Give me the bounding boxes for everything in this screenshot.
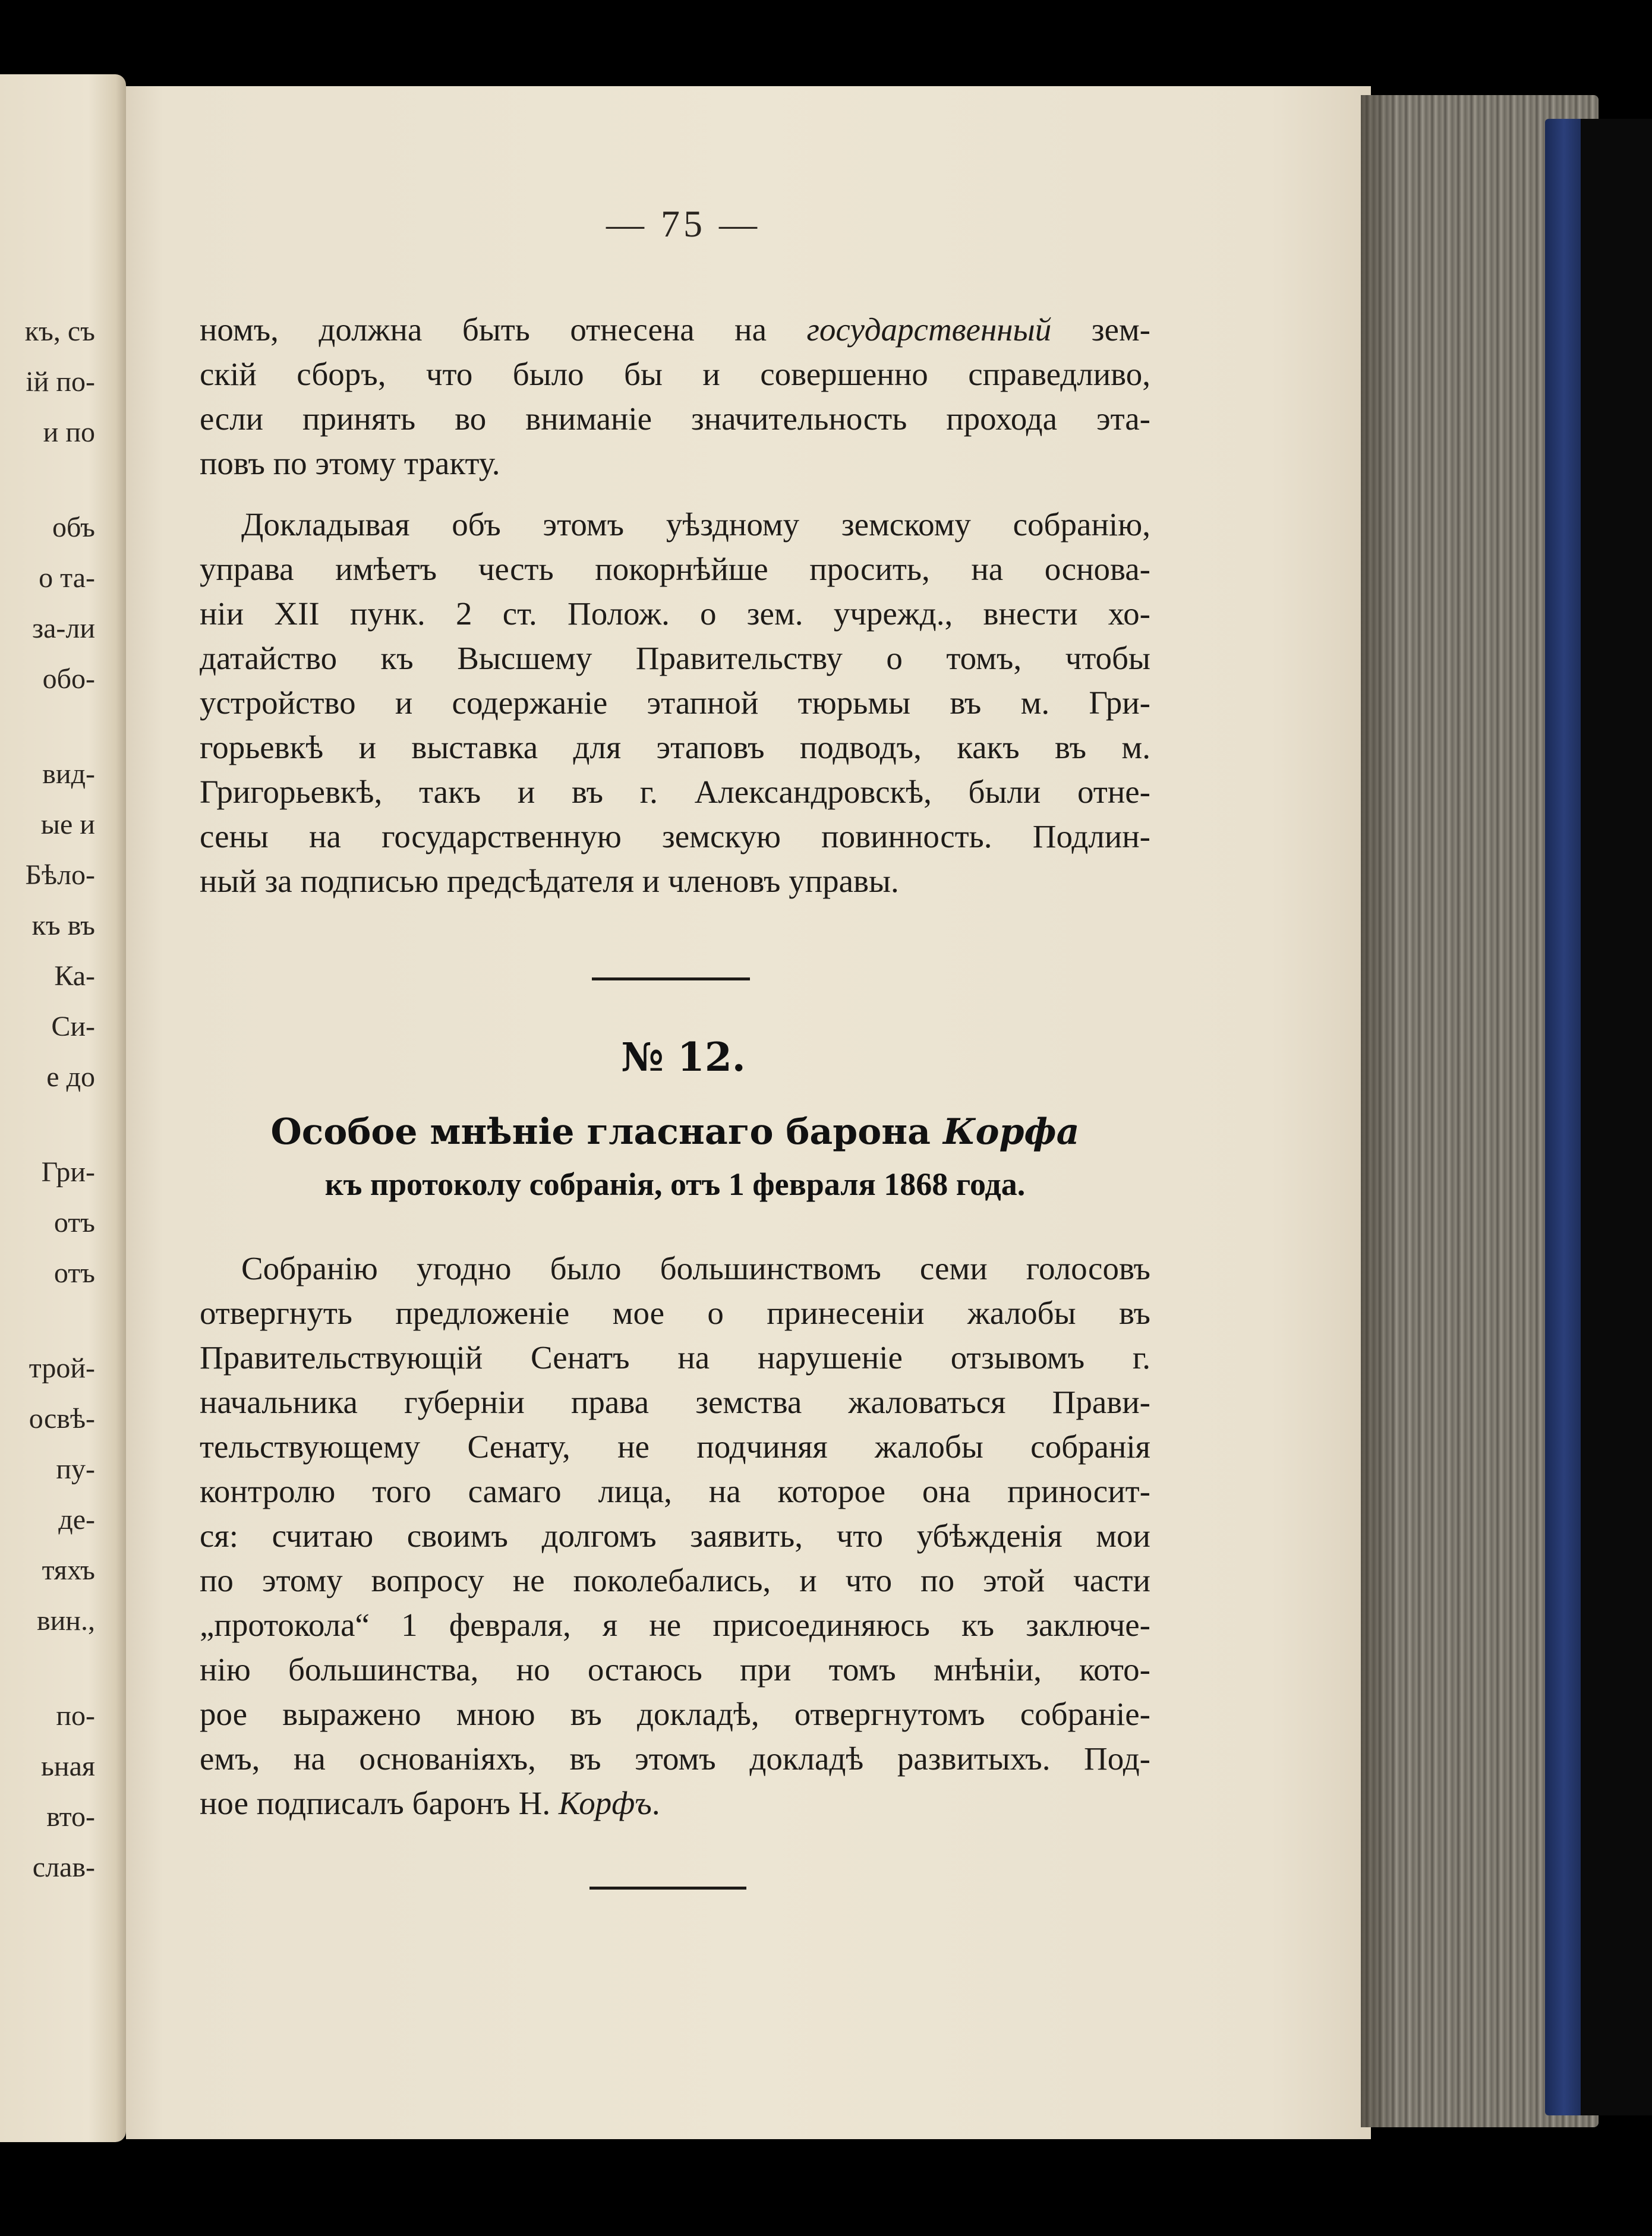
signature-name: Корфъ [558, 1785, 652, 1821]
italic-run: государственный [806, 311, 1052, 348]
text-line: повъ по этому тракту. [200, 445, 500, 481]
title-name: Корфа [942, 1111, 1080, 1153]
left-fragment: и по [43, 417, 95, 448]
left-fragment: Гри- [41, 1156, 95, 1188]
left-fragment: Ка- [54, 960, 95, 992]
text-line: Правительствующій Сенатъ на нарушеніе отзывомъ г. [200, 1339, 1150, 1376]
section-divider [592, 977, 750, 980]
page-number: — 75 — [606, 203, 761, 245]
left-fragment: къ, съ [24, 316, 95, 347]
text-line: тельствующему Сенату, не подчиняя жалобы собранія [200, 1428, 1150, 1465]
left-fragment: по- [56, 1700, 95, 1732]
previous-page-edge [0, 74, 126, 2142]
left-fragment: ьная [41, 1751, 95, 1782]
left-fragment: ій по- [26, 366, 95, 398]
left-fragment: пу- [56, 1453, 95, 1485]
left-fragment: трой- [29, 1352, 95, 1384]
left-fragment: Си- [51, 1011, 95, 1042]
text-line: рое выражено мною въ докладѣ, отвергнутомъ собраніе- [200, 1696, 1150, 1732]
text-line: Собранію угодно было большинствомъ семи голосовъ [241, 1250, 1150, 1286]
text-line: горьевкѣ и выставка для этаповъ подводъ, какъ въ м. [200, 729, 1150, 765]
left-fragment: вид- [42, 758, 95, 790]
left-fragment: отъ [53, 1207, 95, 1238]
text-line: ся: считаю своимъ долгомъ заявить, что убѣжденія мои [200, 1518, 1150, 1554]
text-run: зем- [1051, 311, 1150, 348]
document-subtitle: къ протоколу собранія, отъ 1 февраля 1868 года. [324, 1166, 1026, 1202]
document-number: № 12. [621, 1034, 746, 1080]
left-fragment: вин., [36, 1605, 95, 1636]
left-fragment: ые и [40, 809, 95, 840]
left-fragment: де- [58, 1504, 95, 1535]
page-edge-shadow [1361, 95, 1396, 2127]
document-title [200, 1111, 1150, 1153]
text-line: начальника губерніи права земства жаловаться Прави- [200, 1384, 1150, 1420]
text-run: . [651, 1785, 660, 1821]
left-fragment: о та- [39, 562, 95, 594]
text-line: датайство къ Высшему Правительству о томъ, чтобы [200, 640, 1150, 676]
background-shadow [1581, 119, 1652, 2115]
left-fragment: объ [52, 512, 95, 543]
left-fragment: освѣ- [29, 1403, 95, 1434]
paragraph-3 [200, 1246, 1150, 1825]
left-fragment: тяхъ [42, 1554, 95, 1586]
text-line: устройство и содержаніе этапной тюрьмы въ м. Гри- [200, 685, 1150, 721]
text-run: ное подписалъ баронъ Н. [200, 1785, 559, 1821]
text-line: отвергнуть предложеніе мое о принесеніи жалобы въ [200, 1295, 1150, 1331]
text-run: номъ, должна быть отнесена на [200, 311, 807, 348]
text-line: „протокола“ 1 февраля, я не присоединяюсь къ заключе- [200, 1607, 1150, 1643]
text-line: ніи XII пунк. 2 ст. Полож. о зем. учрежд., внести хо- [200, 595, 1150, 632]
title-text: Особое мнѣніе гласнаго барона [270, 1111, 943, 1153]
paragraph-2 [200, 502, 1150, 903]
text-line [200, 1781, 1150, 1825]
text-line: емъ, на основаніяхъ, въ этомъ докладѣ развитыхъ. Под- [200, 1740, 1150, 1777]
left-fragment: къ въ [31, 910, 95, 941]
text-line [200, 307, 1150, 352]
left-fragment: обо- [42, 663, 95, 695]
text-line: если принять во вниманіе значительность прохода эта- [200, 400, 1150, 437]
left-fragment: Бѣло- [25, 859, 95, 891]
text-line: Григорьевкѣ, такъ и въ г. Александровскѣ, были отне- [200, 774, 1150, 810]
end-divider [589, 1887, 746, 1890]
text-line: контролю того самаго лица, на которое она приносит- [200, 1473, 1150, 1509]
left-fragment: е до [46, 1061, 95, 1093]
left-fragment: отъ [53, 1257, 95, 1289]
left-fragment: слав- [32, 1852, 95, 1883]
left-fragment: за-ли [32, 613, 95, 644]
text-line: Докладывая объ этомъ уѣздному земскому собранію, [241, 506, 1150, 543]
text-line: сены на государственную земскую повинность. Подлин- [200, 818, 1150, 854]
text-line: скій сборъ, что было бы и совершенно справедливо, [200, 356, 1150, 392]
text-line: ный за подписью предсѣдателя и членовъ управы. [200, 863, 899, 899]
left-fragment: вто- [46, 1801, 95, 1833]
text-line: нію большинства, но остаюсь при томъ мнѣніи, кото- [200, 1651, 1150, 1688]
text-line: управа имѣетъ честь покорнѣйше просить, на основа- [200, 551, 1150, 587]
paragraph-1 [200, 307, 1150, 485]
text-line: по этому вопросу не поколебались, и что по этой части [200, 1562, 1150, 1598]
